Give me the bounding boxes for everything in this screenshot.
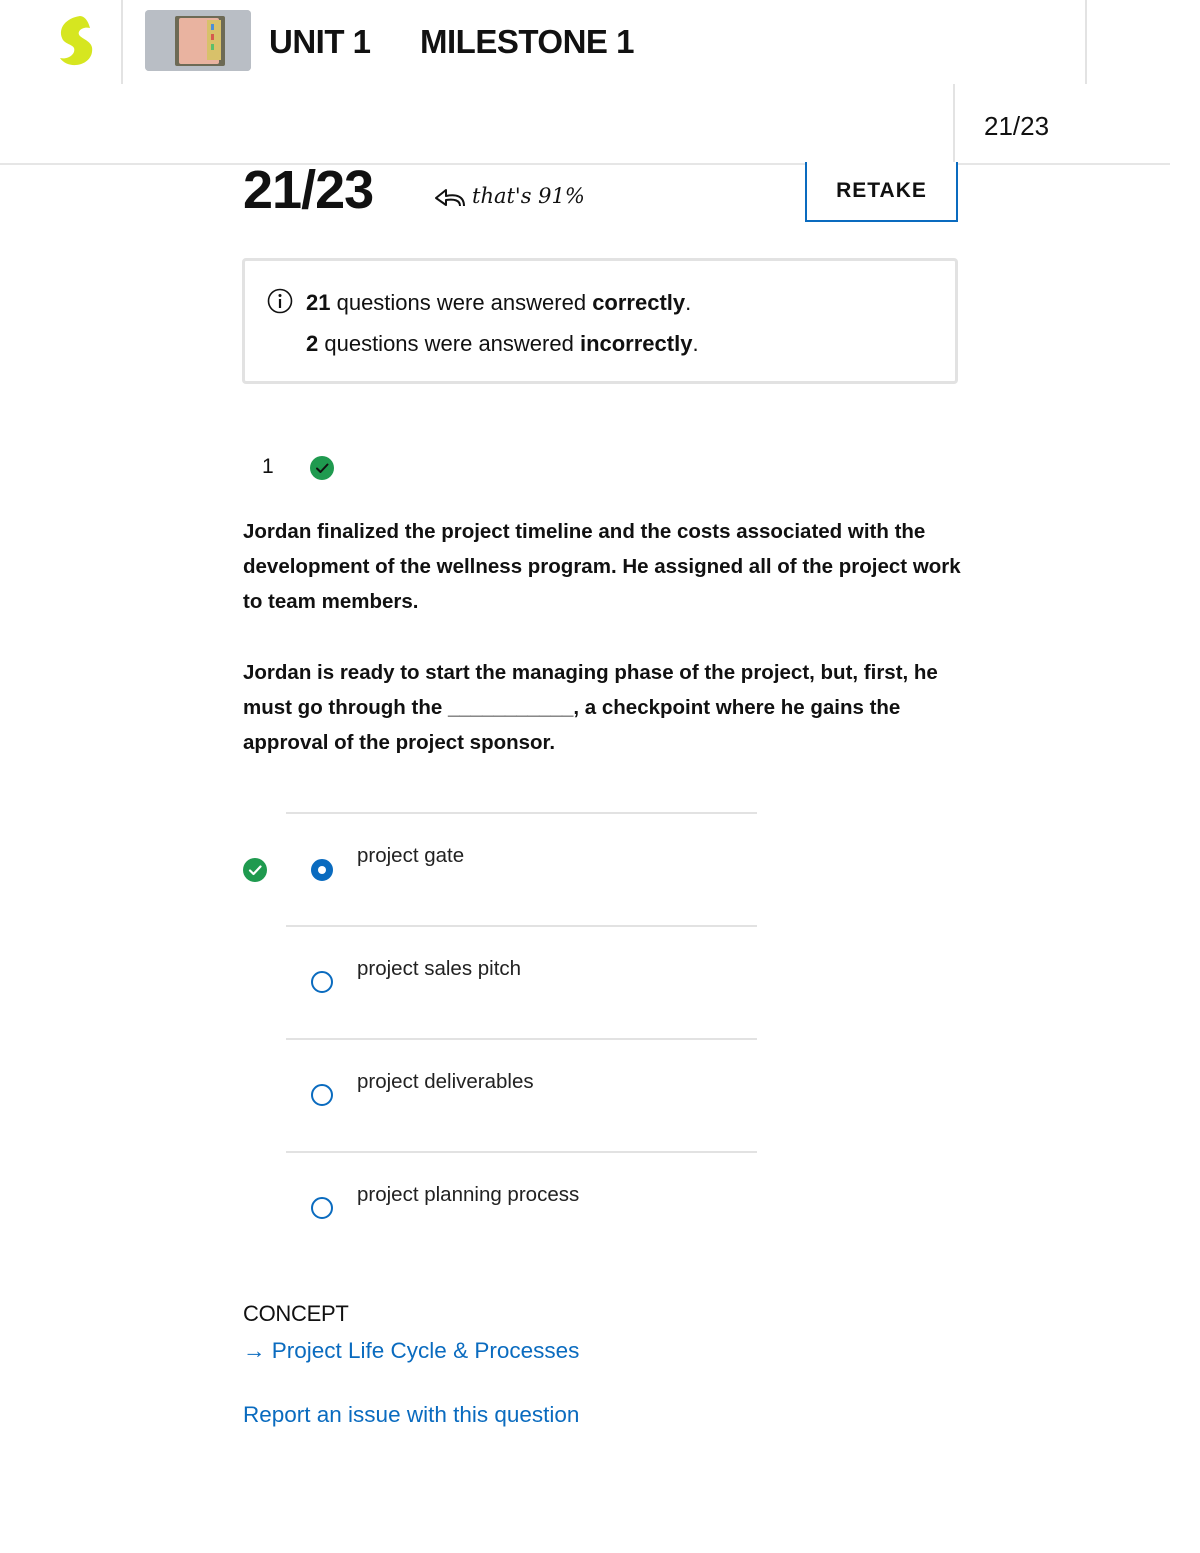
radio-unselected[interactable] (310, 970, 334, 994)
score-small: 21/23 (984, 111, 1050, 141)
correct-count: 21 (306, 290, 331, 315)
results-summary-box (242, 258, 958, 384)
header-bottom-border (0, 163, 1170, 165)
period: . (692, 331, 699, 356)
header-divider (121, 0, 123, 84)
retake-button[interactable]: RETAKE (805, 162, 958, 222)
incorrect-count: 2 (306, 331, 319, 356)
summary-correct-line (306, 289, 691, 317)
course-thumbnail (145, 10, 251, 71)
course-thumbnail-image (145, 10, 251, 71)
info-circle-icon (267, 288, 293, 314)
radio-unselected[interactable] (310, 1196, 334, 1220)
incorrect-word: incorrectly (579, 331, 693, 356)
top-header (0, 0, 1200, 84)
check-circle-icon (242, 857, 268, 883)
radio-unselected[interactable] (310, 1083, 334, 1107)
option-divider (286, 812, 757, 814)
score-value: 21/23 (243, 160, 374, 220)
header-divider (1085, 0, 1087, 84)
option-label[interactable]: project gate (357, 844, 465, 867)
radio-selected[interactable] (310, 858, 334, 882)
unit-title: UNIT 1 (269, 23, 371, 60)
score-bar-divider (953, 84, 955, 164)
curved-arrow-icon (434, 186, 468, 212)
report-issue-link[interactable]: Report an issue with this question (243, 1402, 580, 1427)
percent-note (434, 182, 585, 216)
option-label[interactable]: project sales pitch (357, 957, 522, 980)
percent-note-text: that's 91% (472, 184, 585, 208)
correct-word: correctly (592, 290, 686, 315)
option-divider (286, 1038, 757, 1040)
question-prompt: Jordan is ready to start the managing phase of the project, but, first, he must go through the ___________, a checkpoint where he gains the approval of the project sponsor. (243, 661, 938, 754)
milestone-title: MILESTONE 1 (420, 23, 634, 60)
period: . (685, 290, 692, 315)
incorrect-text: questions were answered (318, 331, 580, 356)
option-label[interactable]: project planning process (357, 1183, 580, 1206)
concept-link[interactable]: → Project Life Cycle & Processes (243, 1338, 580, 1363)
option-label[interactable]: project deliverables (357, 1070, 534, 1093)
option-divider (286, 925, 757, 927)
check-circle-icon (309, 455, 335, 481)
question-context: Jordan finalized the project timeline and the costs associated with the development of the wellness program. He assigned all of the project work to team members. (243, 520, 961, 613)
concept-heading: CONCEPT (243, 1301, 349, 1326)
option-divider (286, 1151, 757, 1153)
correct-text: questions were answered (330, 290, 593, 315)
question-number: 1 (262, 455, 274, 478)
summary-incorrect-line (306, 330, 699, 358)
sophia-logo-icon[interactable] (54, 14, 98, 70)
